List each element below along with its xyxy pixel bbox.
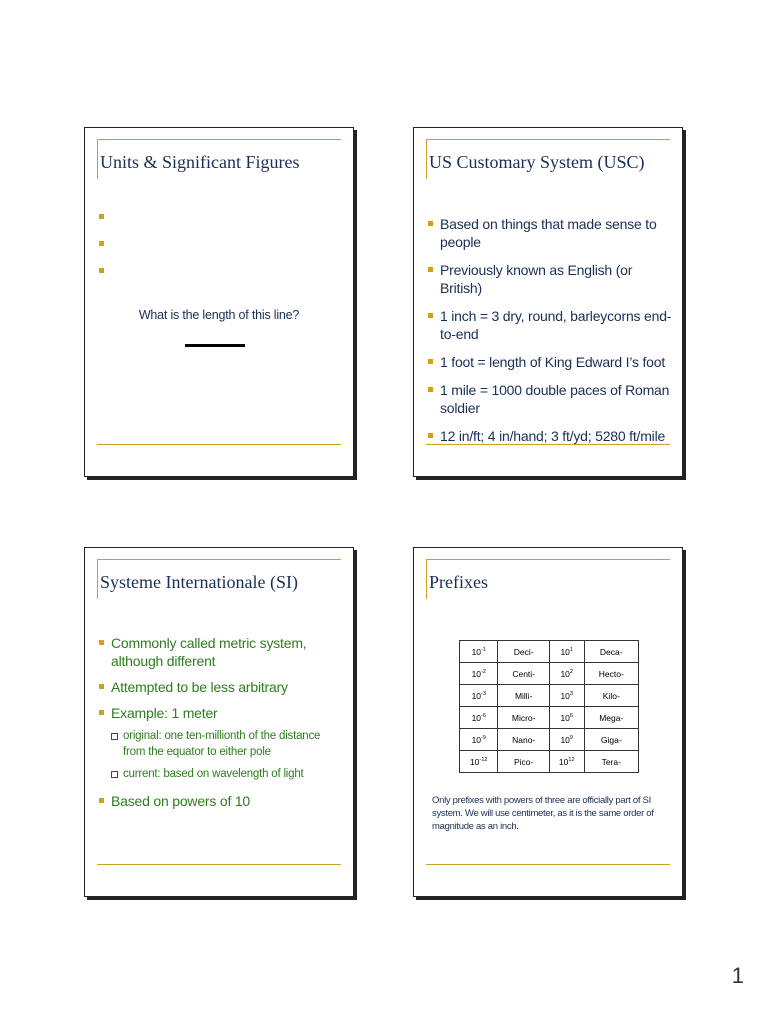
empty-bullet-marker <box>99 214 104 219</box>
prefix-name-cell: Tera- <box>584 751 638 773</box>
power-exponent: -2 <box>481 668 486 675</box>
bullet-item: Previously known as English (or British) <box>428 261 672 297</box>
power-cell <box>460 641 498 663</box>
slide-prefixes <box>413 547 683 897</box>
hollow-square-icon <box>111 771 118 778</box>
power-base: 10 <box>560 668 570 679</box>
bullet-item: 1 foot = length of King Edward I’s foot <box>428 353 672 371</box>
bullet-item: Attempted to be less arbitrary <box>99 678 343 696</box>
power-base: 10 <box>560 646 570 657</box>
prefix-row <box>460 707 639 729</box>
prefix-name-cell: Milli- <box>498 685 549 707</box>
prefix-row <box>460 729 639 751</box>
prefix-row <box>460 641 639 663</box>
page-number: 1 <box>731 963 744 988</box>
power-exponent: 1 <box>569 646 573 653</box>
bullet-item: 12 in/ft; 4 in/hand; 3 ft/yd; 5280 ft/mile <box>428 427 672 445</box>
bullet-item: 1 mile = 1000 double paces of Roman soldier <box>428 381 672 417</box>
prefix-row <box>460 751 639 773</box>
power-base: 10 <box>471 712 482 723</box>
slide-side-rule <box>426 559 427 599</box>
prefix-name-cell: Micro- <box>498 707 549 729</box>
empty-bullet-marker <box>99 268 104 273</box>
prefix-row <box>460 685 639 707</box>
bullet-square-icon <box>428 313 433 318</box>
prefix-name-cell: Giga- <box>584 729 638 751</box>
slide-bottom-rule <box>426 864 670 865</box>
sub-bullet-item: current: based on wavelength of light <box>99 766 343 782</box>
power-exponent: -9 <box>481 734 486 741</box>
bullet-square-icon <box>428 267 433 272</box>
power-base: 10 <box>471 690 482 701</box>
power-cell <box>549 641 584 663</box>
slide-bottom-rule <box>426 444 670 445</box>
slide-title: Systeme Internationale (SI) <box>100 572 298 592</box>
power-exponent: 12 <box>568 756 575 763</box>
prefix-name-cell: Mega- <box>584 707 638 729</box>
power-exponent: 3 <box>569 690 573 697</box>
power-base: 10 <box>470 756 480 767</box>
slide-units-significant-figures <box>84 127 354 477</box>
bullet-item: Based on powers of 10 <box>99 792 343 810</box>
bullet-square-icon <box>99 798 104 803</box>
power-exponent: -3 <box>481 690 486 697</box>
power-cell <box>460 685 498 707</box>
slide-side-rule <box>97 139 98 179</box>
sub-bullet-item: original: one ten-millionth of the distance from the equator to either pole <box>99 728 343 760</box>
prefix-name-cell: Deca- <box>584 641 638 663</box>
prefix-name-cell: Kilo- <box>584 685 638 707</box>
power-base: 10 <box>471 668 482 679</box>
prefix-name-cell: Pico- <box>498 751 549 773</box>
power-exponent: -6 <box>481 712 486 719</box>
prefix-name-cell: Nano- <box>498 729 549 751</box>
prefix-name-cell: Centi- <box>498 663 549 685</box>
power-cell <box>549 707 584 729</box>
power-cell <box>460 663 498 685</box>
slide-title: Prefixes <box>429 572 488 592</box>
power-exponent: 9 <box>569 734 573 741</box>
power-cell <box>549 729 584 751</box>
prefix-note: Only prefixes with powers of three are officially part of SI system. We will use centimeter, as it is the same order of magnitude as an inch. <box>432 795 654 832</box>
power-cell <box>549 751 584 773</box>
bullet-item: Based on things that made sense to people <box>428 215 672 251</box>
slide-side-rule <box>426 139 427 179</box>
slide-systeme-internationale <box>84 547 354 897</box>
power-base: 10 <box>560 712 570 723</box>
empty-bullet-marker <box>99 241 104 246</box>
power-exponent: 2 <box>569 668 573 675</box>
power-exponent: 6 <box>569 712 573 719</box>
length-question: What is the length of this line? <box>138 308 300 322</box>
slide-top-rule <box>97 139 341 140</box>
bullet-square-icon <box>428 221 433 226</box>
slide-side-rule <box>97 559 98 599</box>
power-cell <box>549 663 584 685</box>
bullet-square-icon <box>99 640 104 645</box>
slide-us-customary-system <box>413 127 683 477</box>
bullet-square-icon <box>428 359 433 364</box>
bullet-square-icon <box>99 710 104 715</box>
si-bullet-list <box>99 634 343 820</box>
slide-top-rule <box>426 139 670 140</box>
slide-title: US Customary System (USC) <box>429 152 645 172</box>
bullet-item: 1 inch = 3 dry, round, barleycorns end-to-end <box>428 307 672 343</box>
hollow-square-icon <box>111 733 118 740</box>
power-base: 10 <box>471 646 482 657</box>
slide-bottom-rule <box>97 864 341 865</box>
power-cell <box>460 707 498 729</box>
power-cell <box>460 729 498 751</box>
bullet-item: Commonly called metric system, although different <box>99 634 343 670</box>
power-base: 10 <box>471 734 482 745</box>
prefix-row <box>460 663 639 685</box>
power-exponent: -1 <box>481 646 486 653</box>
prefix-name-cell: Hecto- <box>584 663 638 685</box>
sample-line <box>185 344 245 347</box>
bullet-square-icon <box>428 387 433 392</box>
power-base: 10 <box>558 756 569 767</box>
prefix-name-cell: Deci- <box>498 641 549 663</box>
bullet-square-icon <box>428 433 433 438</box>
power-base: 10 <box>560 690 570 701</box>
power-cell <box>549 685 584 707</box>
usc-bullet-list <box>428 215 672 455</box>
slide-title: Units & Significant Figures <box>100 152 300 172</box>
bullet-item: Example: 1 meter <box>99 704 343 722</box>
slide-bottom-rule <box>97 444 341 445</box>
power-cell <box>460 751 498 773</box>
power-base: 10 <box>560 734 570 745</box>
bullet-square-icon <box>99 684 104 689</box>
prefix-table <box>459 640 639 773</box>
slide-top-rule <box>426 559 670 560</box>
slide-top-rule <box>97 559 341 560</box>
power-exponent: -12 <box>479 756 488 763</box>
